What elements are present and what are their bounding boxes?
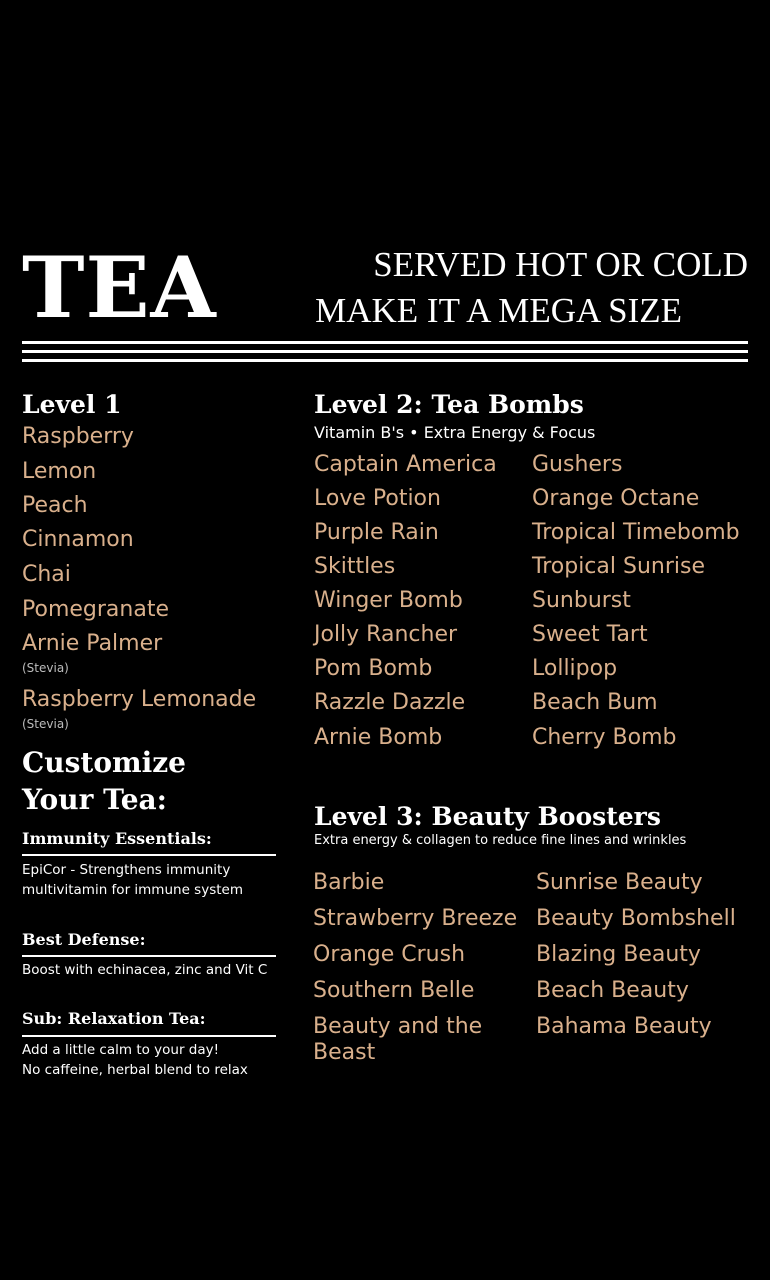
level3-item: Strawberry Breeze: [313, 906, 518, 931]
level2-item: Sunburst: [532, 588, 631, 613]
level2-item: Lollipop: [532, 656, 618, 681]
level3-heading: Level 3: Beauty Boosters: [314, 802, 661, 831]
level3-item: Bahama Beauty: [536, 1014, 712, 1039]
level3-item: Sunrise Beauty: [536, 870, 703, 895]
relaxation-heading: Sub: Relaxation Tea:: [22, 1009, 206, 1028]
immunity-line-2: multivitamin for immune system: [22, 882, 243, 898]
level1-item-lemon: Lemon: [22, 459, 97, 484]
stevia-note: (Stevia): [22, 661, 69, 675]
level3-subtitle: Extra energy & collagen to reduce fine lines and wrinkles: [314, 833, 687, 848]
level3-item: Southern Belle: [313, 978, 475, 1003]
customize-heading-line1: Customize: [22, 746, 186, 779]
level1-item-raspberry: Raspberry: [22, 424, 134, 449]
level2-item: Pom Bomb: [314, 656, 433, 681]
defense-heading: Best Defense:: [22, 930, 146, 949]
tagline-mega: MAKE IT A MEGA SIZE: [315, 291, 682, 330]
level1-item-peach: Peach: [22, 493, 88, 518]
level3-item: Barbie: [313, 870, 385, 895]
level1-item-pomegranate: Pomegranate: [22, 597, 169, 622]
level2-item: Sweet Tart: [532, 622, 648, 647]
level3-item: Beauty Bombshell: [536, 906, 736, 931]
level2-item: Razzle Dazzle: [314, 690, 466, 715]
defense-divider: [22, 955, 276, 957]
level3-item: Beast: [313, 1040, 376, 1065]
level2-item: Purple Rain: [314, 520, 439, 545]
level2-item: Orange Octane: [532, 486, 700, 511]
immunity-heading: Immunity Essentials:: [22, 829, 212, 848]
level3-item: Blazing Beauty: [536, 942, 701, 967]
header-rule-middle: [22, 350, 748, 353]
relaxation-line-2: No caffeine, herbal blend to relax: [22, 1062, 248, 1078]
level3-item: Orange Crush: [313, 942, 466, 967]
level2-item: Tropical Timebomb: [532, 520, 740, 545]
level2-heading: Level 2: Tea Bombs: [314, 390, 584, 419]
page-title: TEA: [22, 238, 217, 337]
level2-item: Jolly Rancher: [314, 622, 458, 647]
level2-item: Captain America: [314, 452, 497, 477]
level1-heading: Level 1: [22, 390, 122, 419]
header-rule-bottom: [22, 359, 748, 362]
level2-item: Tropical Sunrise: [532, 554, 705, 579]
level2-item: Winger Bomb: [314, 588, 463, 613]
level2-item: Gushers: [532, 452, 623, 477]
level1-item-cinnamon: Cinnamon: [22, 527, 134, 552]
level2-subtitle: Vitamin B's • Extra Energy & Focus: [314, 423, 596, 442]
level1-item-arnie-palmer: Arnie Palmer: [22, 631, 163, 656]
relaxation-divider: [22, 1035, 276, 1037]
immunity-divider: [22, 854, 276, 856]
level1-item-raspberry-lemonade: Raspberry Lemonade: [22, 687, 257, 712]
level2-item: Love Potion: [314, 486, 441, 511]
stevia-note: (Stevia): [22, 717, 69, 731]
tagline-served: SERVED HOT OR COLD: [373, 245, 748, 284]
level3-item: Beach Beauty: [536, 978, 689, 1003]
level2-item: Arnie Bomb: [314, 725, 443, 750]
level2-item: Beach Bum: [532, 690, 658, 715]
immunity-line-1: EpiCor - Strengthens immunity: [22, 862, 231, 878]
customize-heading-line2: Your Tea:: [22, 783, 168, 816]
level3-item: Beauty and the: [313, 1014, 483, 1039]
header-rule-top: [22, 341, 748, 344]
level1-item-chai: Chai: [22, 562, 71, 587]
level2-item: Cherry Bomb: [532, 725, 677, 750]
defense-line-1: Boost with echinacea, zinc and Vit C: [22, 962, 268, 978]
relaxation-line-1: Add a little calm to your day!: [22, 1042, 220, 1058]
level2-item: Skittles: [314, 554, 396, 579]
